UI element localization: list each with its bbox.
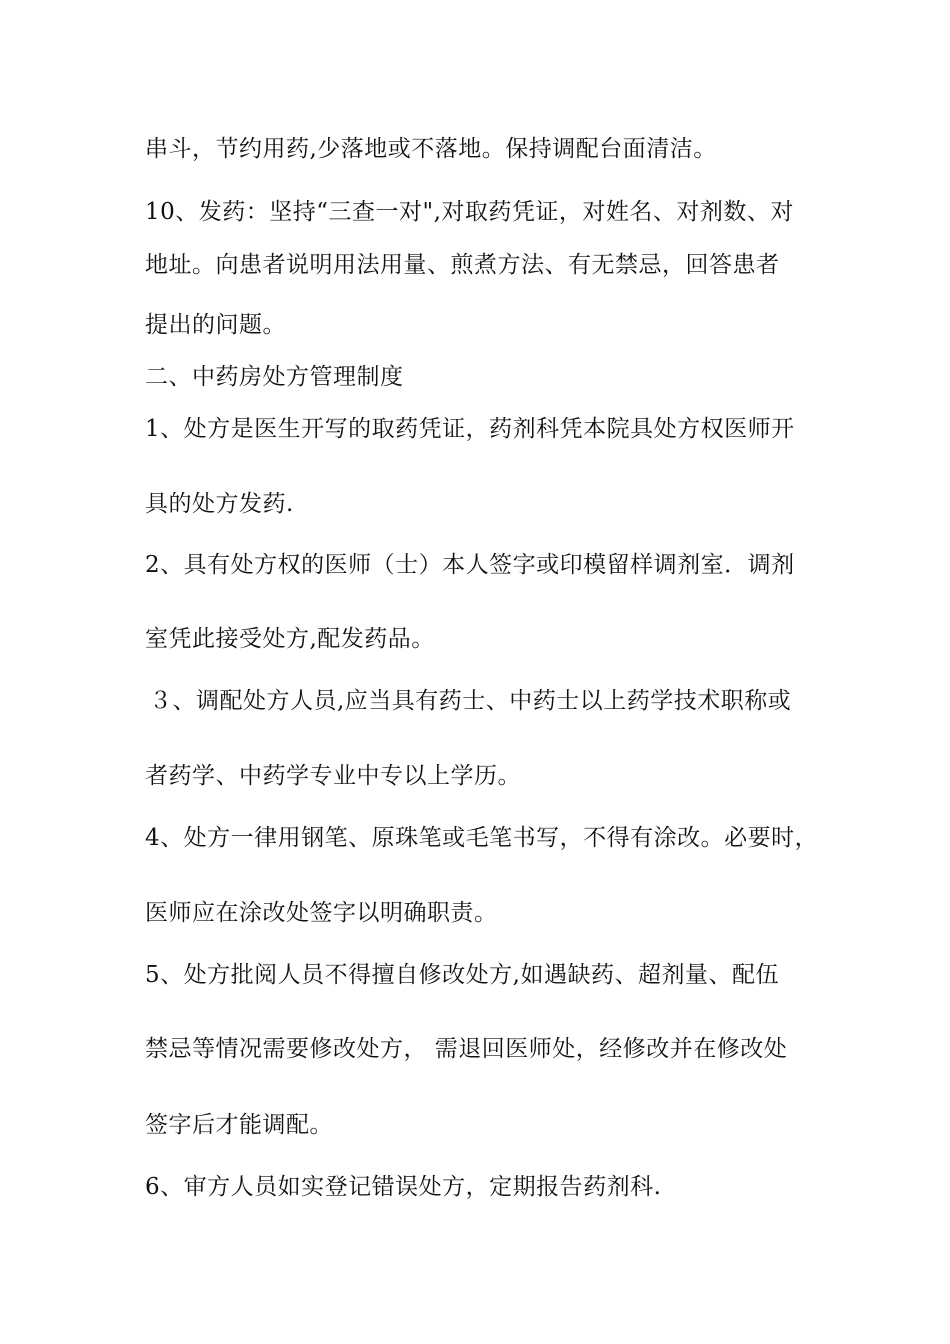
- section-heading: 二、中药房处方管理制度: [145, 364, 404, 390]
- text-line: 1、处方是医生开写的取药凭证，药剂科凭本院具处方权医师开: [145, 416, 795, 442]
- text-line: 医师应在涂改处签字以明确职责。: [145, 900, 498, 926]
- text-line: 10、发药：坚持“三查一对",对取药凭证，对姓名、对剂数、对: [145, 199, 794, 225]
- text-line: 5、处方批阅人员不得擅自修改处方,如遇缺药、超剂量、配伍: [145, 962, 779, 988]
- text-line: 6、审方人员如实登记错误处方，定期报告药剂科.: [145, 1174, 662, 1200]
- text-line: 提出的问题。: [145, 312, 286, 338]
- text-line: ３、调配处方人员,应当具有药士、中药士以上药学技术职称或: [149, 688, 792, 714]
- text-line: 禁忌等情况需要修改处方， 需退回医师处，经修改并在修改处: [145, 1036, 788, 1062]
- text-line: 4、处方一律用钢笔、原珠笔或毛笔书写，不得有涂改。必要时，: [145, 825, 819, 851]
- text-line: 地址。向患者说明用法用量、煎煮方法、有无禁忌，回答患者: [145, 252, 780, 278]
- text-line: 2、具有处方权的医师（士）本人签字或印模留样调剂室．调剂: [145, 552, 795, 578]
- text-line: 者药学、中药学专业中专以上学历。: [145, 763, 521, 789]
- text-line: 串斗，节约用药,少落地或不落地。保持调配台面清洁。: [145, 136, 717, 162]
- text-line: 室凭此接受处方,配发药品。: [145, 626, 435, 652]
- text-line: 具的处方发药.: [145, 491, 294, 517]
- text-line: 签字后才能调配。: [145, 1112, 333, 1138]
